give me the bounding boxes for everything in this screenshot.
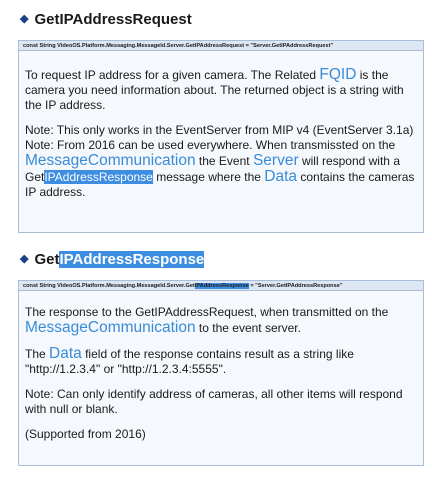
description-paragraph: The response to the GetIPAddressRequest, when transmitted on the MessageCommunication to the event server. (25, 305, 389, 336)
diamond-bullet-icon: ◆ (20, 253, 29, 265)
search-highlight: IPAddressResponse (194, 283, 249, 289)
note-2016-paragraph: Note: From 2016 can be used everywhere. When transmissted on the MessageCommunication the Event Server will respond with a GetIPAddressResponse message where the Data contains the cameras IP address. (25, 138, 415, 199)
search-highlight: IPAddressResponse (44, 170, 153, 184)
data-field-paragraph: The Data field of the response contains result as a string like "http://1.2.3.4" or "http://1.2.3.4:5555". (25, 345, 354, 376)
note-paragraph: Note: Can only identify address of cameras, all other items will respond with null or blank. (25, 387, 403, 416)
data-link[interactable]: Data (264, 168, 298, 185)
section-heading (20, 10, 192, 29)
heading-text: GetIPAddressRequest (34, 11, 192, 28)
signature-text: const String VideoOS.Platform.Messaging.MessageId.Server.GetIPAddressRequest = "Server.GetIPAddressRequest" (23, 43, 334, 49)
diamond-bullet-icon: ◆ (20, 13, 29, 25)
signature-bar (18, 40, 424, 50)
server-link[interactable]: Server (252, 152, 299, 169)
heading-text: Get (34, 251, 60, 268)
description-box (18, 290, 424, 466)
supported-paragraph: (Supported from 2016) (25, 427, 146, 441)
description-box (18, 50, 424, 233)
note-eventserver: Note: This only works in the EventServer from MIP v4 (EventServer 3.1a) (25, 123, 414, 137)
messagecommunication-link[interactable]: MessageCommunication (25, 319, 196, 336)
signature-bar: const String VideoOS.Platform.Messaging.MessageId.Server.GetIPAddressResponse = "Server.GetIPAddressResponse" (18, 280, 424, 290)
section-heading (20, 250, 204, 269)
search-highlight: IPAddressResponse (59, 251, 205, 268)
note-paragraph (25, 123, 417, 138)
data-link[interactable]: Data (49, 345, 82, 362)
fqid-link[interactable]: FQID (319, 66, 357, 83)
description-paragraph: To request IP address for a given camera. The Related FQID is the camera you need information about. The returned object is a string with the IP address. (25, 66, 404, 112)
messagecommunication-link[interactable]: MessageCommunication (25, 152, 196, 169)
